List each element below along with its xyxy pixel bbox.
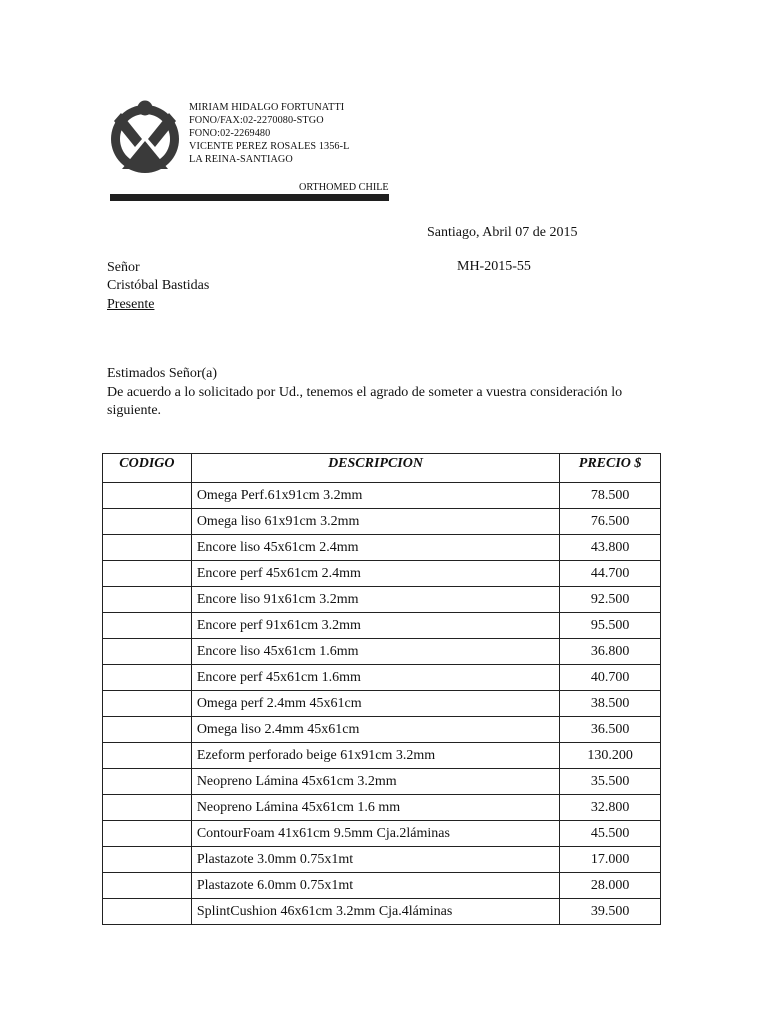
cell-descripcion: Encore perf 45x61cm 1.6mm: [191, 665, 559, 691]
cell-precio: 44.700: [560, 561, 661, 587]
company-address: VICENTE PEREZ ROSALES 1356-L: [189, 141, 350, 152]
table-row: [103, 717, 661, 743]
table-row: [103, 665, 661, 691]
table-row: [103, 535, 661, 561]
company-fax: FONO/FAX:02-2270080-STGO: [189, 115, 324, 126]
table-row: [103, 509, 661, 535]
cell-descripcion: Omega Perf.61x91cm 3.2mm: [191, 483, 559, 509]
table-body: [103, 483, 661, 925]
cell-precio: 76.500: [560, 509, 661, 535]
table-header-row: [103, 454, 661, 483]
table-row: [103, 769, 661, 795]
company-phone: FONO:02-2269480: [189, 128, 271, 139]
cell-descripcion: Ezeform perforado beige 61x91cm 3.2mm: [191, 743, 559, 769]
price-table: [102, 453, 661, 925]
brand-name: ORTHOMED CHILE: [299, 182, 389, 193]
table-row: [103, 483, 661, 509]
recipient-name: Cristóbal Bastidas: [107, 278, 210, 293]
cell-precio: 78.500: [560, 483, 661, 509]
table-row: [103, 587, 661, 613]
cell-precio: 17.000: [560, 847, 661, 873]
cell-codigo: [103, 743, 192, 769]
cell-codigo: [103, 691, 192, 717]
cell-descripcion: Encore perf 91x61cm 3.2mm: [191, 613, 559, 639]
cell-descripcion: Encore liso 91x61cm 3.2mm: [191, 587, 559, 613]
letter-date: Santiago, Abril 07 de 2015: [427, 225, 578, 240]
table-row: [103, 691, 661, 717]
cell-descripcion: Neopreno Lámina 45x61cm 1.6 mm: [191, 795, 559, 821]
reference-number: MH-2015-55: [457, 259, 531, 274]
cell-codigo: [103, 795, 192, 821]
cell-codigo: [103, 821, 192, 847]
table-row: [103, 743, 661, 769]
cell-descripcion: Plastazote 3.0mm 0.75x1mt: [191, 847, 559, 873]
cell-precio: 36.800: [560, 639, 661, 665]
table-row: [103, 795, 661, 821]
cell-precio: 28.000: [560, 873, 661, 899]
cell-precio: 32.800: [560, 795, 661, 821]
cell-codigo: [103, 665, 192, 691]
cell-codigo: [103, 509, 192, 535]
cell-codigo: [103, 847, 192, 873]
cell-codigo: [103, 613, 192, 639]
cell-descripcion: Encore liso 45x61cm 1.6mm: [191, 639, 559, 665]
table-row: [103, 639, 661, 665]
cell-precio: 43.800: [560, 535, 661, 561]
cell-precio: 36.500: [560, 717, 661, 743]
cell-descripcion: Encore perf 45x61cm 2.4mm: [191, 561, 559, 587]
cell-codigo: [103, 587, 192, 613]
salutation: Señor: [107, 260, 140, 275]
presente-label: Presente: [107, 297, 155, 312]
table-row: [103, 821, 661, 847]
header-precio: PRECIO $: [560, 454, 661, 483]
cell-precio: 45.500: [560, 821, 661, 847]
cell-codigo: [103, 483, 192, 509]
header-descripcion: DESCRIPCION: [191, 454, 559, 483]
greeting: Estimados Señor(a): [107, 366, 218, 381]
cell-precio: 95.500: [560, 613, 661, 639]
cell-precio: 92.500: [560, 587, 661, 613]
cell-descripcion: Omega liso 61x91cm 3.2mm: [191, 509, 559, 535]
cell-precio: 35.500: [560, 769, 661, 795]
cell-codigo: [103, 639, 192, 665]
table-row: [103, 561, 661, 587]
cell-codigo: [103, 769, 192, 795]
cell-precio: 40.700: [560, 665, 661, 691]
header-codigo: CODIGO: [103, 454, 192, 483]
company-name: MIRIAM HIDALGO FORTUNATTI: [189, 102, 345, 113]
orthomed-logo: [108, 99, 186, 175]
header-divider: [110, 194, 389, 201]
cell-codigo: [103, 717, 192, 743]
cell-codigo: [103, 561, 192, 587]
company-info: [189, 101, 349, 166]
table-row: [103, 613, 661, 639]
cell-descripcion: Omega perf 2.4mm 45x61cm: [191, 691, 559, 717]
cell-descripcion: ContourFoam 41x61cm 9.5mm Cja.2láminas: [191, 821, 559, 847]
cell-precio: 38.500: [560, 691, 661, 717]
intro-paragraph: De acuerdo a lo solicitado por Ud., tenemos el agrado de someter a vuestra consideración lo siguiente.: [107, 385, 623, 418]
cell-precio: 39.500: [560, 899, 661, 925]
cell-codigo: [103, 535, 192, 561]
table-row: [103, 899, 661, 925]
cell-descripcion: Omega liso 2.4mm 45x61cm: [191, 717, 559, 743]
cell-descripcion: Neopreno Lámina 45x61cm 3.2mm: [191, 769, 559, 795]
cell-descripcion: Plastazote 6.0mm 0.75x1mt: [191, 873, 559, 899]
cell-codigo: [103, 873, 192, 899]
table-row: [103, 847, 661, 873]
cell-precio: 130.200: [560, 743, 661, 769]
cell-descripcion: Encore liso 45x61cm 2.4mm: [191, 535, 559, 561]
cell-descripcion: SplintCushion 46x61cm 3.2mm Cja.4láminas: [191, 899, 559, 925]
cell-codigo: [103, 899, 192, 925]
company-city: LA REINA-SANTIAGO: [189, 154, 293, 165]
table-row: [103, 873, 661, 899]
